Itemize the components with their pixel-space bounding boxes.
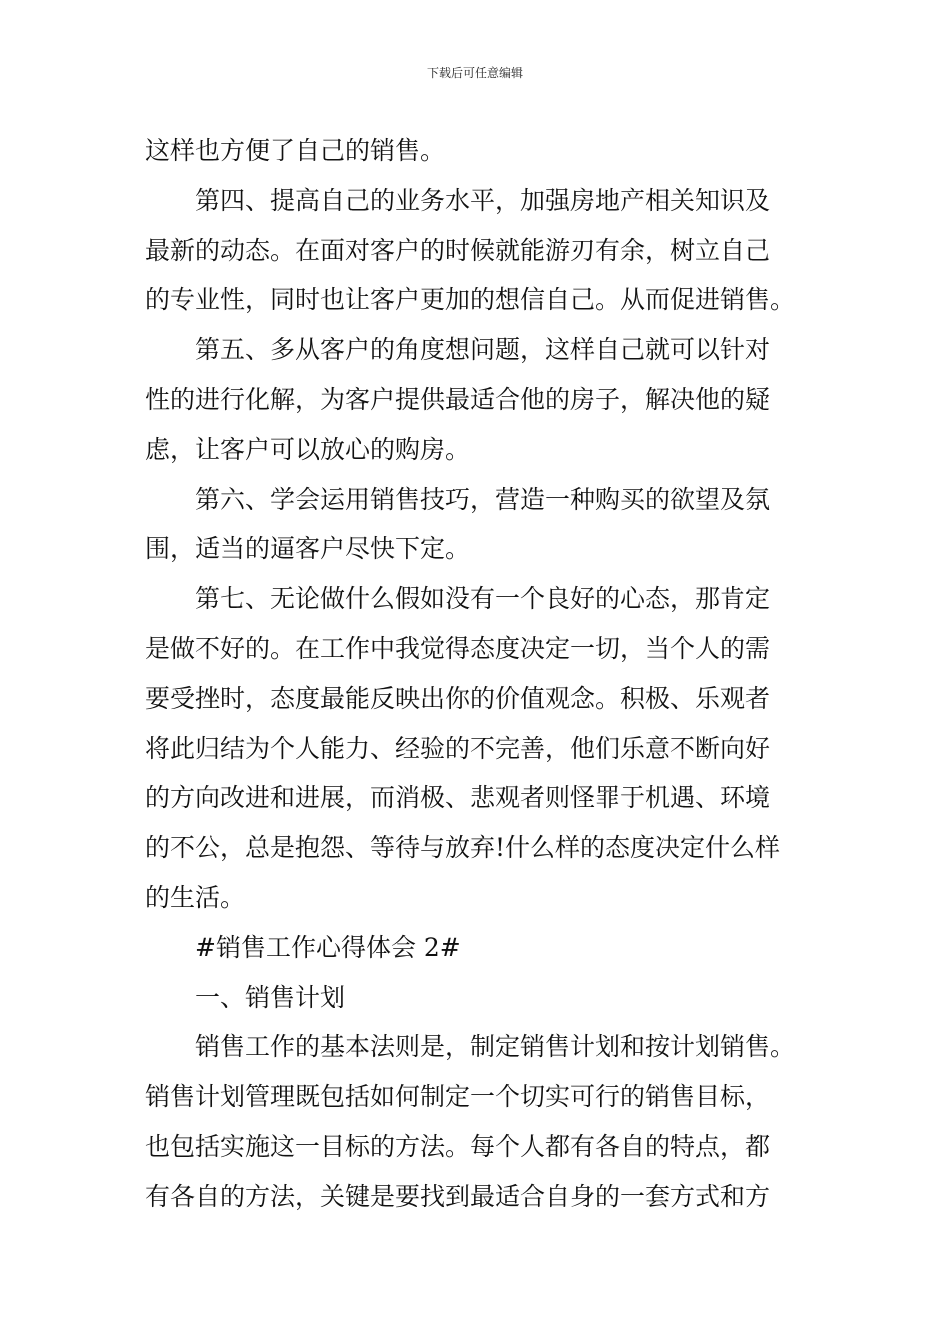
text-line: 有各自的方法，关键是要找到最适合自身的一套方式和方 xyxy=(145,1181,771,1211)
text-line: 这样也方便了自己的销售。 xyxy=(145,136,446,165)
text-line: 销售工作的基本法则是，制定销售计划和按计划销售。 xyxy=(195,1032,796,1062)
text-line: 围，适当的逼客户尽快下定。 xyxy=(145,534,471,564)
text-line: 第七、无论做什么假如没有一个良好的心态，那肯定 xyxy=(195,584,771,614)
text-line: 是做不好的。在工作中我觉得态度决定一切，当个人的需 xyxy=(145,633,771,663)
text-line: 最新的动态。在面对客户的时候就能游刃有余，树立自己 xyxy=(145,235,771,265)
document-body xyxy=(145,126,835,1222)
text-line: 的生活。 xyxy=(145,882,246,912)
text-line: 要受挫时，态度最能反映出你的价值观念。积极、乐观者 xyxy=(145,683,771,713)
text-line: 性的进行化解，为客户提供最适合他的房子，解决他的疑 xyxy=(145,384,771,414)
text-line: 第五、多从客户的角度想问题，这样自己就可以针对 xyxy=(195,335,771,365)
text-line: 第六、学会运用销售技巧，营造一种购买的欲望及氛 xyxy=(195,484,771,514)
page-header: 下载后可任意编辑 xyxy=(426,66,523,80)
text-line: 第四、提高自己的业务水平，加强房地产相关知识及 xyxy=(195,185,771,215)
text-line: 也包括实施这一目标的方法。每个人都有各自的特点，都 xyxy=(145,1131,771,1161)
text-line: 的专业性，同时也让客户更加的想信自己。从而促进销售。 xyxy=(145,285,796,315)
text-line: 的方向改进和进展，而消极、悲观者则怪罪于机遇、环境 xyxy=(145,783,771,813)
section-heading: #销售工作心得体会 2# xyxy=(195,932,461,962)
subsection-heading: 一、销售计划 xyxy=(195,982,346,1012)
text-line: 虑，让客户可以放心的购房。 xyxy=(145,434,471,464)
text-line: 将此归结为个人能力、经验的不完善，他们乐意不断向好 xyxy=(145,733,771,763)
text-line: 销售计划管理既包括如何制定一个切实可行的销售目标， xyxy=(145,1082,771,1112)
text-line: 的不公，总是抱怨、等待与放弃!什么样的态度决定什么样 xyxy=(145,833,781,863)
